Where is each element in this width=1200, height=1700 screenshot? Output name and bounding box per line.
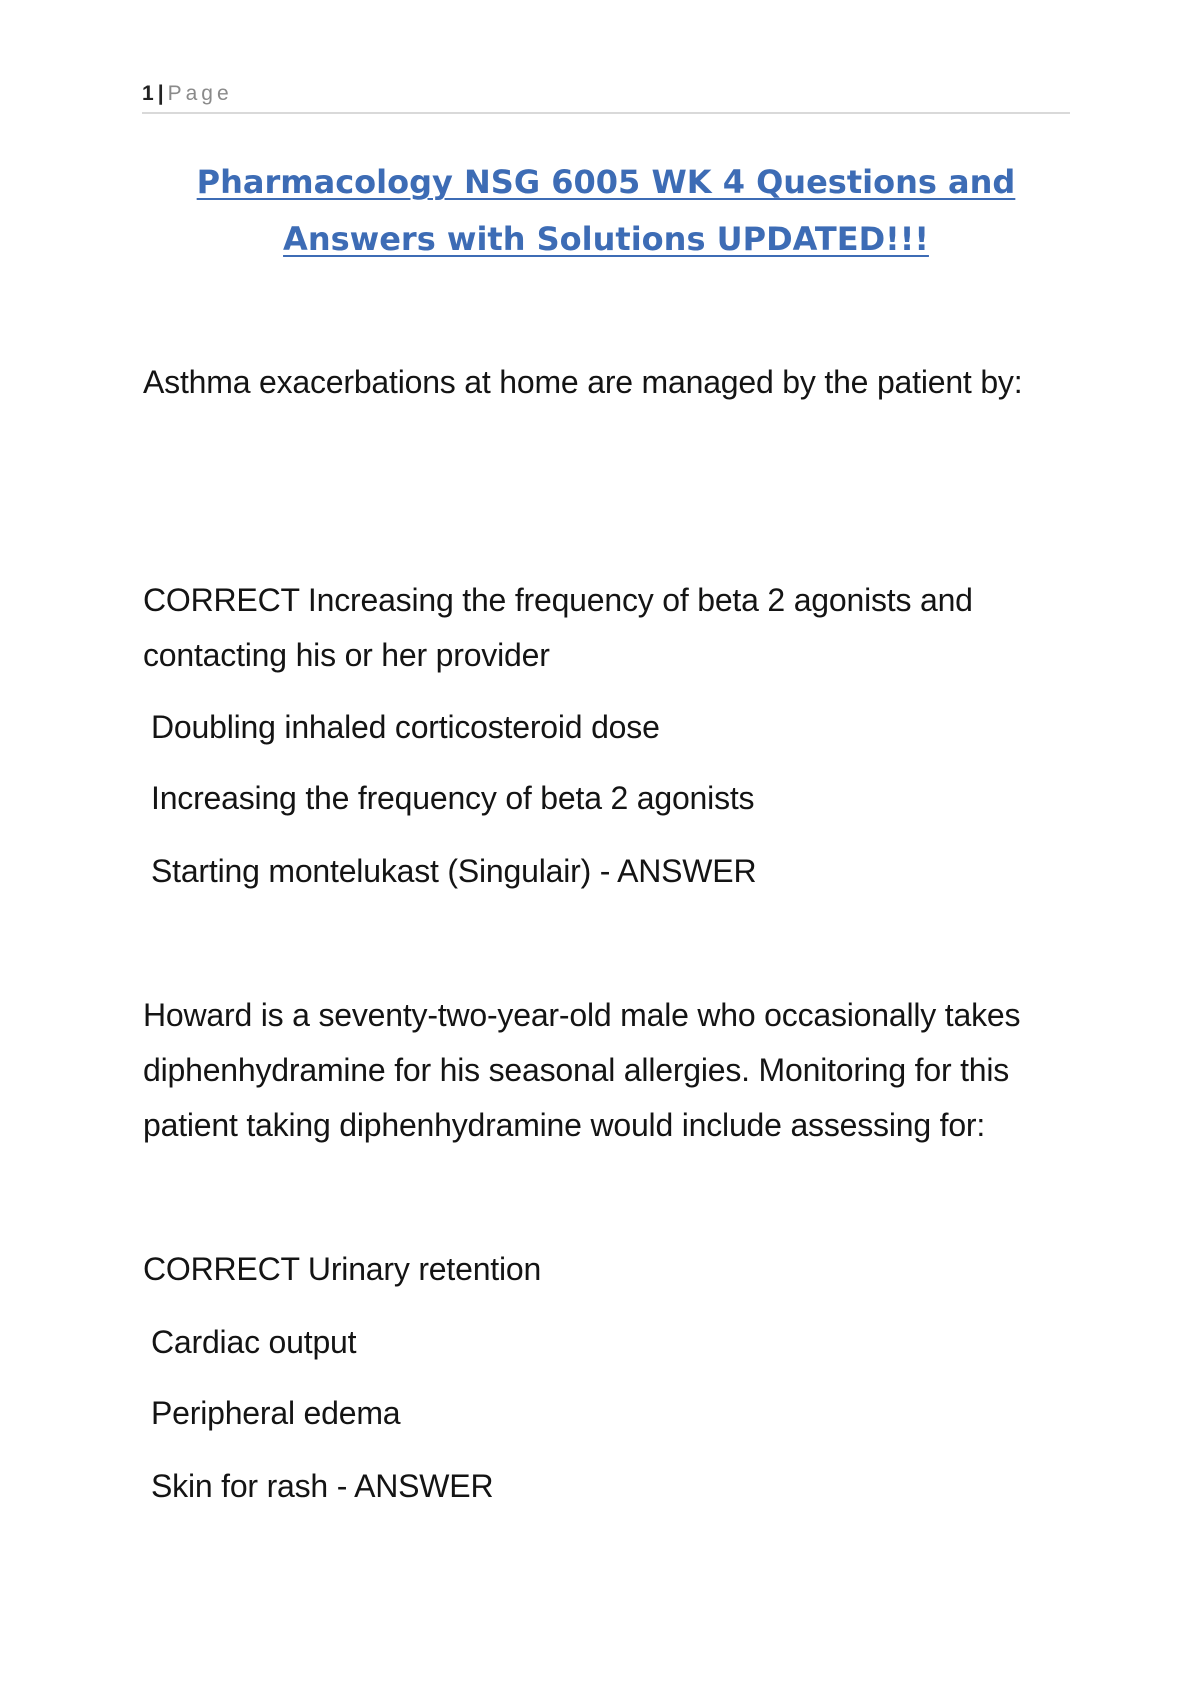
question-2-correct-answer: CORRECT Urinary retention	[143, 1251, 542, 1287]
question-1-correct-answer: CORRECT Increasing the frequency of beta 2 agonists and contacting his or her provider	[143, 582, 973, 673]
page-separator: |	[157, 82, 164, 105]
page-header	[142, 80, 1070, 114]
page-label: Page	[167, 82, 233, 105]
document-title: Pharmacology NSG 6005 WK 4 Questions and Answers with Solutions UPDATED!!!	[196, 163, 1016, 258]
question-2-text: Howard is a seventy-two-year-old male who occasionally takes diphenhydramine for his seasonal allergies. Monitoring for this patient taking diphenhydramine would include assessing for:	[143, 997, 1021, 1143]
question-1-text: Asthma exacerbations at home are managed by the patient by:	[143, 364, 1023, 400]
question-2-option-1: Cardiac output	[151, 1324, 357, 1360]
question-1-option-3: Starting montelukast (Singulair) - ANSWER	[151, 853, 757, 889]
question-2-option-2: Peripheral edema	[151, 1395, 401, 1431]
question-1-option-1: Doubling inhaled corticosteroid dose	[151, 709, 660, 745]
question-1-option-2: Increasing the frequency of beta 2 agonists	[151, 780, 755, 816]
question-2-option-3: Skin for rash - ANSWER	[151, 1468, 494, 1504]
page-number: 1	[142, 82, 154, 105]
